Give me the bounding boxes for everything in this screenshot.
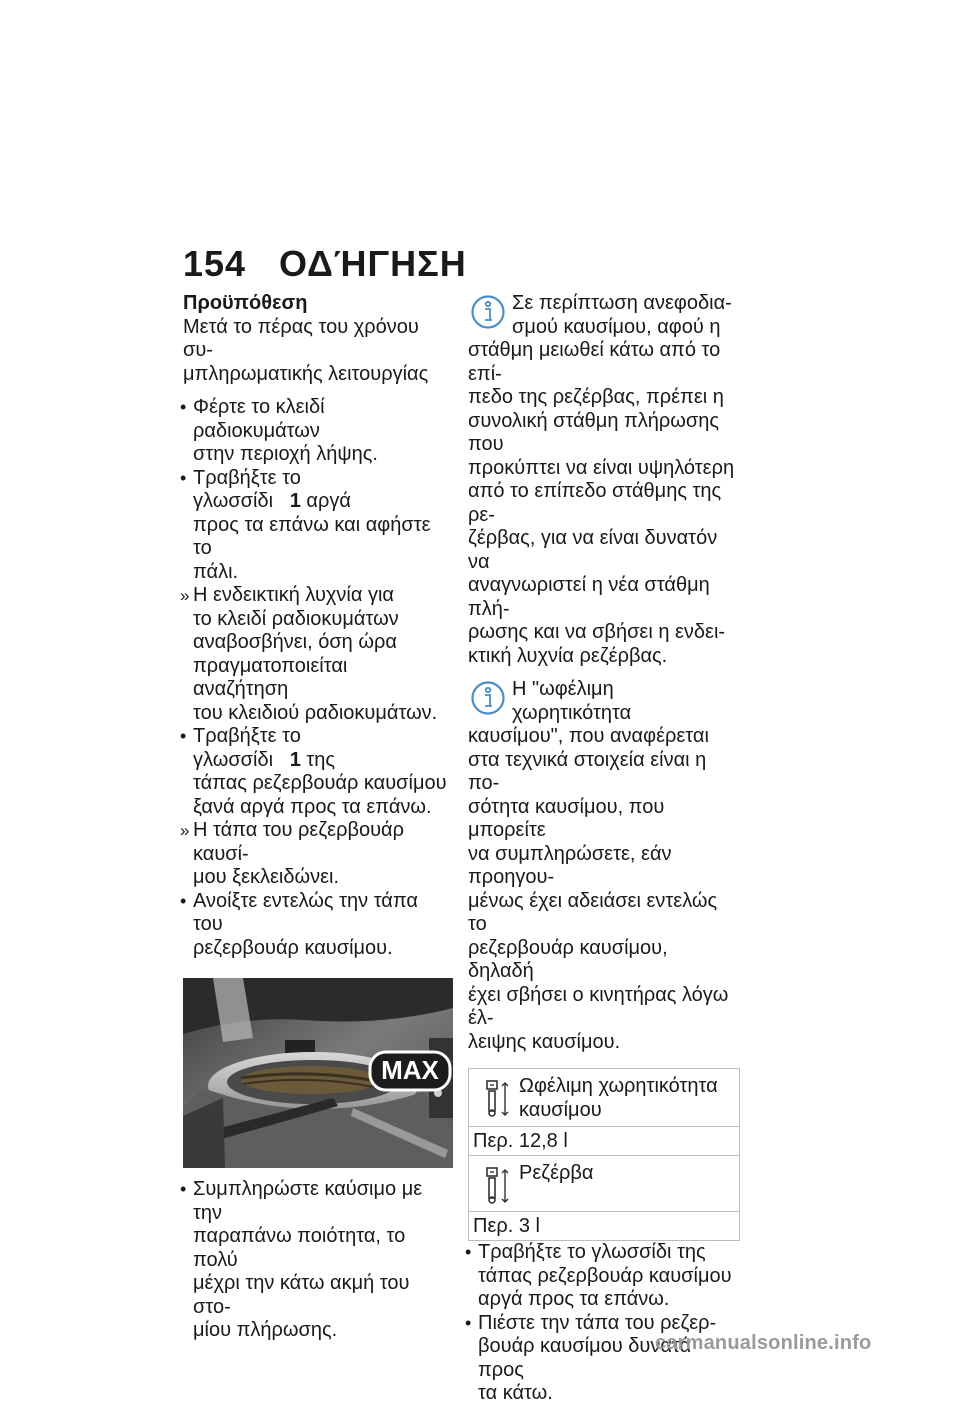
fuel-tank-icon [483,1166,511,1206]
step-line: Τραβήξτε το γλωσσίδι [193,466,301,512]
info-icon [470,294,506,330]
step-line: πάλι. [193,560,239,583]
step-line: στην περιοχή λήψης. [193,443,378,465]
note-line: να συμπληρώσετε, εάν προηγου- [468,842,672,888]
spec-label: Ωφέλιμη χωρητικότητα [519,1075,718,1097]
note-line: πεδο της ρεζέρβας, πρέπει η [468,386,724,408]
bullet-marker: • [465,1242,472,1262]
note-line: σμού καυσίμου, αφού η [512,315,721,338]
page-header [183,243,467,285]
note-line: ζέρβας, για να είναι δυνατόν να [468,527,718,573]
result-cap-unlocks [180,819,448,890]
note-line: Η "ωφέλιμη χωρητικότητα [512,678,632,724]
note-line: προκύπτει να είναι υψηλότερη [468,456,735,479]
step-line: μίου πλήρωσης. [193,1319,338,1341]
note-line: κτική λυχνία ρεζέρβας. [468,644,668,667]
note-line: έχει σβήσει ο κινητήρας λόγω έλ- [468,983,729,1029]
capacity-note [468,678,738,1054]
note-line: αναγνωριστεί η νέα στάθμη πλή- [468,574,710,620]
step-pull-tab-again [180,725,448,819]
callout-number: 1 [289,748,301,771]
step-line: αργά προς τα επάνω. [478,1288,670,1310]
step-pull-tab [180,466,448,585]
note-line: από το επίπεδο στάθμης της ρε- [468,480,722,526]
step-line: της [306,748,336,771]
spec-value: Περ. 3 l [473,1215,540,1237]
note-line: σότητα καυσίμου, που μπορείτε [468,795,665,841]
max-label: MAX [381,1055,439,1085]
step-line: προς τα επάνω και αφήστε το [193,513,431,559]
step-line: αναβοσβήνει, όση ώρα [193,631,397,653]
step-line: αργά [306,490,351,512]
spec-usable-capacity [468,1068,740,1156]
spec-reserve [468,1156,740,1241]
step-line: τάπας ρεζερβουάρ καυσίμου [478,1264,732,1287]
result-indicator-flashes [180,584,448,725]
step-line: μου ξεκλειδώνει. [193,866,340,888]
section-subtitle: Προϋπόθεση [183,292,308,314]
watermark-link[interactable]: carmanualsonline.info [655,1332,872,1354]
bullet-marker: • [180,726,187,746]
note-line: λειψης καυσίμου. [468,1030,621,1053]
fuel-tank-icon [483,1079,511,1119]
step-line: μέχρι την κάτω ακμή του στο- [193,1272,410,1318]
step-line: Συμπληρώστε καύσιμο με την [193,1178,423,1224]
arrow-marker: » [180,821,190,840]
note-line: στάθμη μειωθεί κάτω από το επί- [468,339,721,385]
spec-value: Περ. 12,8 l [473,1130,568,1152]
note-line: ρωσης και να σβήσει η ενδει- [468,621,726,643]
step-line: το κλειδί ραδιοκυμάτων [193,607,399,630]
bullet-marker: • [180,1179,187,1199]
step-line: Τραβήξτε το γλωσσίδι της [478,1241,706,1263]
bullet-marker: • [465,1312,472,1333]
right-column [465,292,738,1406]
step-pull-tab-close [465,1241,738,1312]
intro-line-2: μπληρωματικής λειτουργίας [183,362,429,385]
step-line: τα κάτω. [478,1382,553,1404]
step-line: του κλειδιού ραδιοκυμάτων. [193,701,438,724]
step-line: Τραβήξτε το γλωσσίδι [193,725,301,771]
step-line: ξανά αργά προς τα επάνω. [193,795,432,818]
note-line: Σε περίπτωση ανεφοδια- [512,292,732,314]
step-line: βουάρ καυσίμου δυνατά προς [478,1335,692,1381]
step-line: Η τάπα του ρεζερβουάρ καυσί- [193,819,404,865]
note-line: ρεζερβουάρ καυσίμου, δηλαδή [468,936,668,982]
step-line: παραπάνω ποιότητα, το πολύ [193,1225,406,1271]
step-line: Πιέστε την τάπα του ρεζερ- [478,1311,717,1334]
bullet-marker: • [180,397,187,417]
step-bring-key [180,396,448,467]
step-line: τάπας ρεζερβουάρ καυσίμου [193,772,447,794]
intro-line-1: Μετά το πέρας του χρόνου συ- [183,315,419,361]
note-line: καυσίμου", που αναφέρεται [468,725,709,747]
step-line: ρεζερβουάρ καυσίμου. [193,936,393,959]
bullet-marker: • [180,890,187,911]
step-open-cap [180,889,448,961]
spec-label: καυσίμου [519,1098,602,1121]
step-line: Φέρτε το κλειδί ραδιοκυμάτων [193,396,325,442]
note-line: στα τεχνικά στοιχεία είναι η πο- [468,748,707,794]
reserve-note [468,292,738,668]
note-line: συνολική στάθμη πλήρωσης που [468,409,720,455]
arrow-marker: » [180,586,190,605]
fuel-filler-photo [183,978,453,1168]
callout-number: 1 [289,490,301,512]
info-icon [470,680,506,716]
note-line: μένως έχει αδειάσει εντελώς το [468,889,718,935]
bullet-marker: • [180,467,187,488]
step-line: Η ενδεικτική λυχνία για [193,584,394,606]
step-line: Ανοίξτε εντελώς την τάπα του [193,889,418,935]
step-press-cap [465,1311,738,1406]
page-title: ΟΔΉΓΗΣΗ [279,243,467,284]
step-fill-fuel [180,1178,448,1343]
step-line: πραγματοποιείται αναζήτηση [193,654,348,700]
page-number: 154 [183,243,247,284]
left-column [180,292,448,1343]
spec-label: Ρεζέρβα [519,1162,594,1184]
